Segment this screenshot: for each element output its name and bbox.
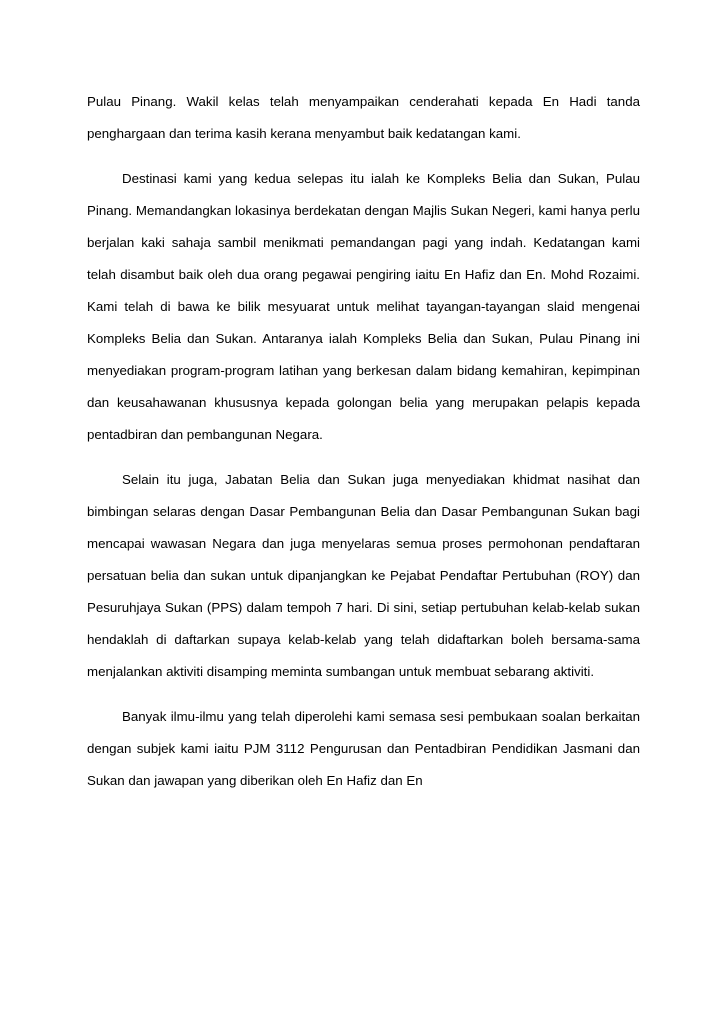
document-body bbox=[87, 86, 640, 810]
paragraph-3: Selain itu juga, Jabatan Belia dan Sukan juga menyediakan khidmat nasihat dan bimbingan selaras dengan Dasar Pembangunan Belia dan Dasar Pembangunan Sukan bagi mencapai wawasan Negara dan juga menyelaras semua proses permohonan pendaftaran persatuan belia dan sukan untuk dipanjangkan ke Pejabat Pendaftar Pertubuhan (ROY) dan Pesuruhjaya Sukan (PPS) dalam tempoh 7 hari. Di sini, setiap pertubuhan kelab-kelab sukan hendaklah di daftarkan supaya kelab-kelab yang telah didaftarkan boleh bersama-sama menjalankan aktiviti disamping meminta sumbangan untuk membuat sebarang aktiviti. bbox=[87, 472, 640, 679]
paragraph-2: Destinasi kami yang kedua selepas itu ialah ke Kompleks Belia dan Sukan, Pulau Pinang. Memandangkan lokasinya berdekatan dengan Majlis Sukan Negeri, kami hanya perlu berjalan kaki sahaja sambil menikmati pemandangan pagi yang indah. Kedatangan kami telah disambut baik oleh dua orang pegawai pengiring iaitu En Hafiz dan En. Mohd Rozaimi. Kami telah di bawa ke bilik mesyuarat untuk melihat tayangan-tayangan slaid mengenai Kompleks Belia dan Sukan. Antaranya ialah Kompleks Belia dan Sukan, Pulau Pinang ini menyediakan program-program latihan yang berkesan dalam bidang kemahiran, kepimpinan dan keusahawanan khususnya kepada golongan belia yang merupakan pelapis kepada pentadbiran dan pembangunan Negara. bbox=[87, 171, 640, 442]
paragraph-1: Pulau Pinang. Wakil kelas telah menyampaikan cenderahati kepada En Hadi tanda penghargaan dan terima kasih kerana menyambut baik kedatangan kami. bbox=[87, 94, 640, 141]
paragraph-4: Banyak ilmu-ilmu yang telah diperolehi kami semasa sesi pembukaan soalan berkaitan dengan subjek kami iaitu PJM 3112 Pengurusan dan Pentadbiran Pendidikan Jasmani dan Sukan dan jawapan yang diberikan oleh En Hafiz dan En bbox=[87, 709, 640, 788]
